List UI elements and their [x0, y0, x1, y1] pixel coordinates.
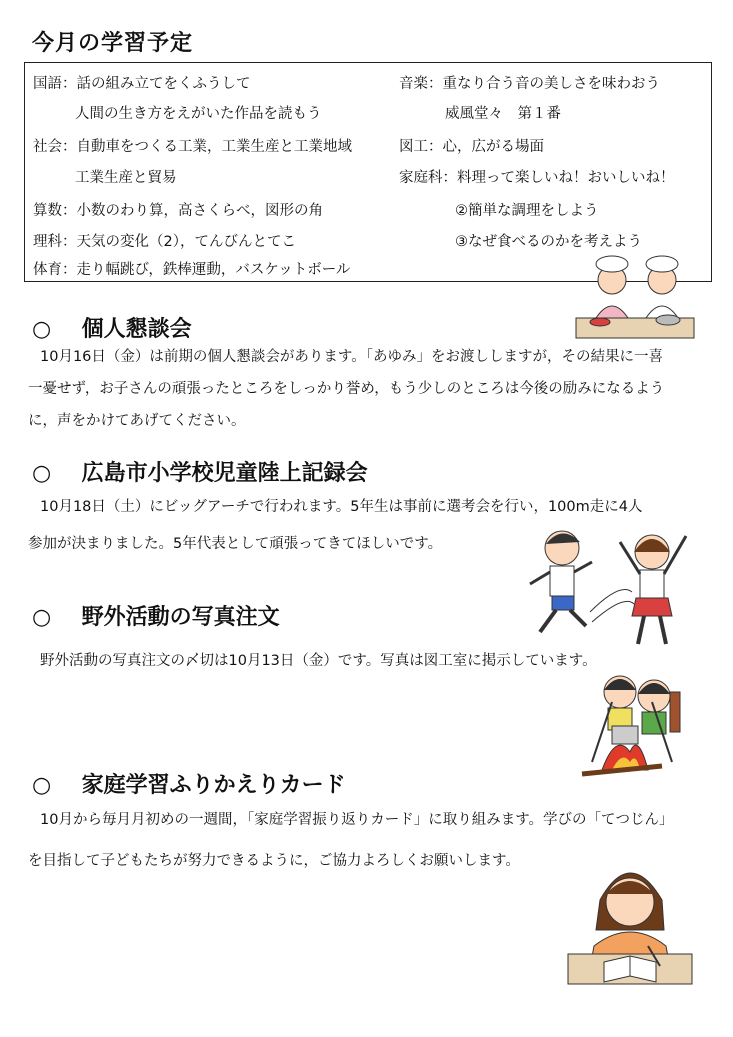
cooking-children-illustration	[570, 250, 700, 342]
schedule-line: 算数：小数のわり算，高さくらべ，図形の角	[33, 203, 323, 219]
section-title: 家庭学習ふりかえりカード	[81, 773, 346, 798]
section-title: 野外活動の写真注文	[81, 605, 280, 630]
section-heading-reflection-card	[32, 768, 346, 799]
schedule-line: 体育：走り幅跳び，鉄棒運動，バスケットボール	[33, 262, 351, 278]
paragraph-line: 一憂せず，お子さんの頑張ったところをしっかり誉め，もう少しのところは今後の励みになるよう	[28, 381, 665, 397]
running-children-illustration	[520, 522, 710, 652]
studying-girl-illustration	[560, 850, 700, 990]
paragraph-line: 参加が決まりました。5年代表として頑張ってきてほしいです。	[28, 536, 443, 552]
schedule-line: 工業生産と貿易	[75, 170, 177, 186]
schedule-line: 国語：話の組み立てをくふうして	[33, 76, 251, 92]
paragraph-line: に，声をかけてあげてください。	[28, 413, 246, 429]
bullet-circle: ○	[32, 773, 52, 798]
bullet-circle: ○	[32, 317, 52, 342]
schedule-line: 家庭科：料理って楽しいね！おいしいね！	[399, 170, 675, 186]
paragraph-line: 10月18日（土）にビッグアーチで行われます。5年生は事前に選考会を行い，100m走に4人	[40, 499, 643, 515]
page-title: 今月の学習予定	[32, 31, 194, 56]
schedule-line: 理科：天気の変化（2），てんびんとてこ	[33, 234, 296, 250]
bullet-circle: ○	[32, 461, 52, 486]
paragraph-line: 10月16日（金）は前期の個人懇談会があります。「あゆみ」をお渡ししますが，その結果に一喜	[40, 349, 663, 365]
schedule-line: 図工：心，広がる場面	[399, 139, 544, 155]
schedule-line: 社会：自動車をつくる工業，工業生産と工業地域	[33, 139, 352, 155]
schedule-line: 音楽：重なり合う音の美しさを味わおう	[399, 76, 660, 92]
section-title: 個人懇談会	[81, 317, 192, 342]
schedule-line: 威風堂々 第１番	[445, 106, 561, 122]
paragraph-line: 10月から毎月月初めの一週間，「家庭学習振り返りカード」に取り組みます。学びの「てつじん」	[40, 812, 674, 828]
schedule-line: ③なぜ食べるのかを考えよう	[455, 234, 642, 250]
schedule-box	[24, 62, 712, 282]
schedule-line: 人間の生き方をえがいた作品を読もう	[75, 106, 322, 122]
section-heading-photo-order	[32, 600, 280, 631]
section-heading-conference	[32, 312, 192, 343]
campfire-children-illustration	[572, 662, 692, 782]
paragraph-line: を目指して子どもたちが努力できるように，ご協力よろしくお願いします。	[28, 853, 520, 869]
schedule-line: ②簡単な調理をしよう	[455, 203, 599, 219]
bullet-circle: ○	[32, 605, 52, 630]
section-title: 広島市小学校児童陸上記録会	[81, 461, 368, 486]
paragraph-line: 野外活動の写真注文の〆切は10月13日（金）です。写真は図工室に掲示しています。	[40, 653, 597, 669]
section-heading-track-meet	[32, 456, 368, 487]
